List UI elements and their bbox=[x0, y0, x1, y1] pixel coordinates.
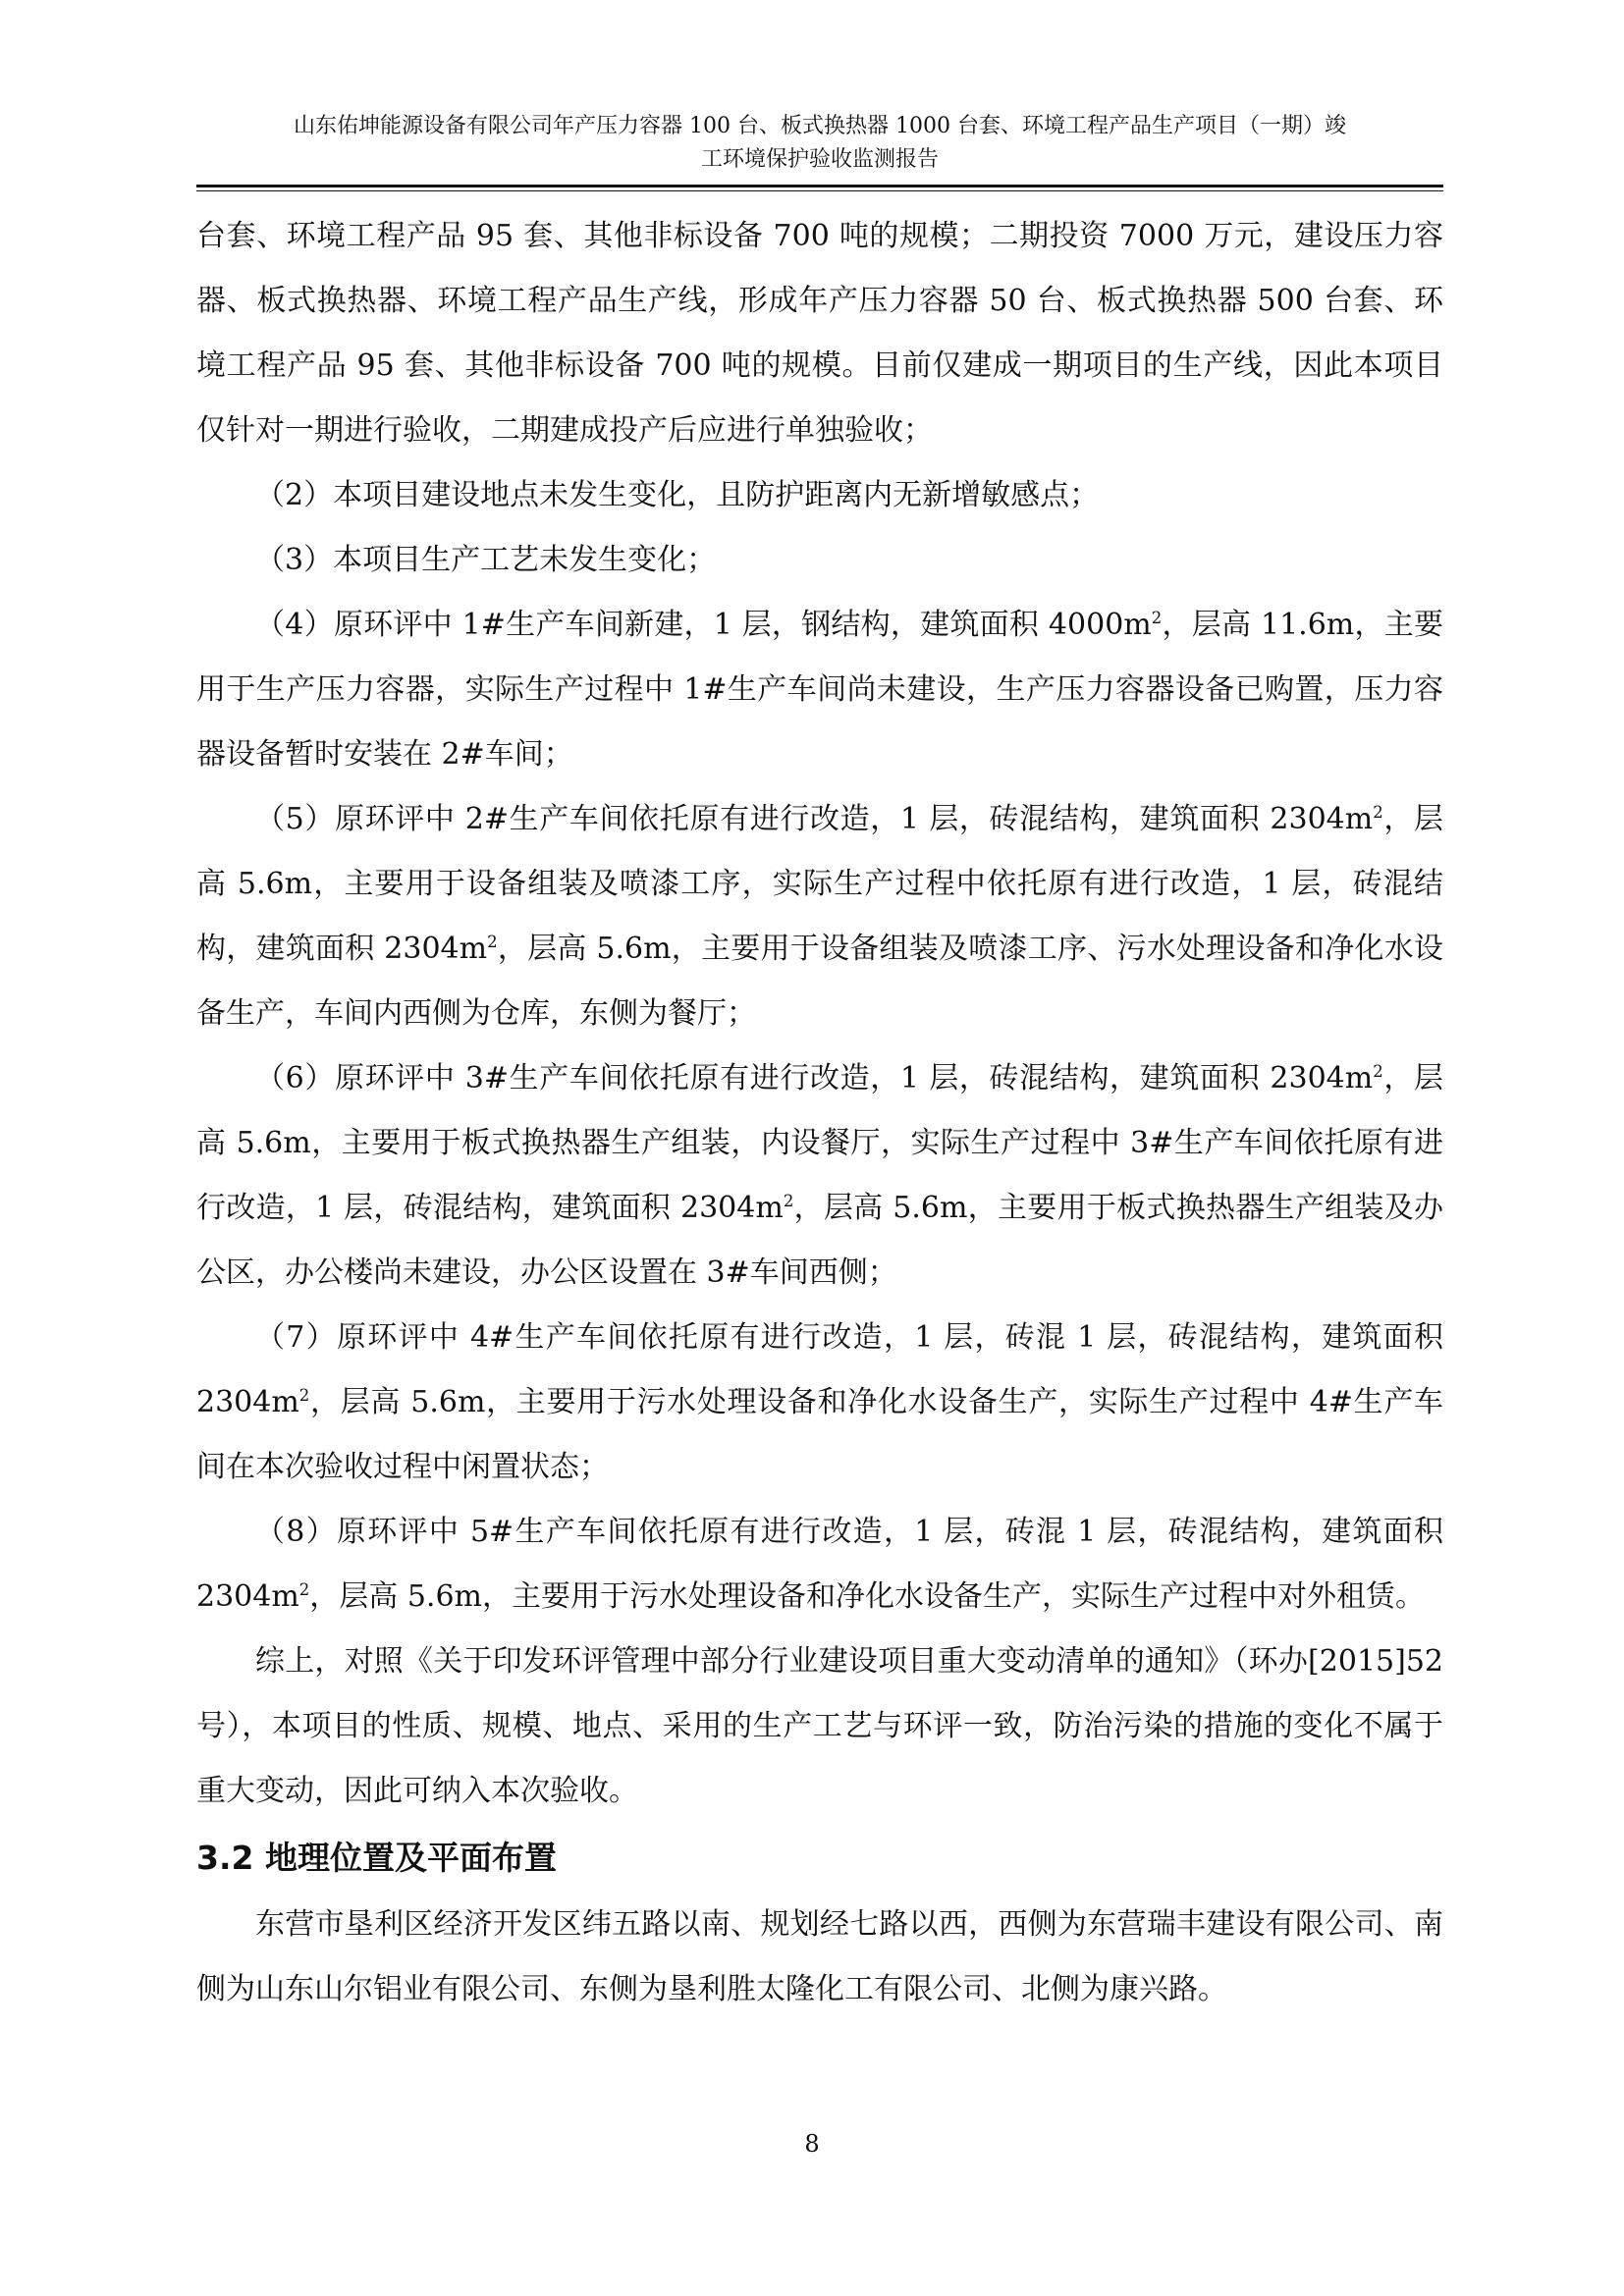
item-7-text-a: （7）原环评中 4#生产车间依托原有进行改造，1 层，砖混 1 层，砖混结构，建筑面积 2304m bbox=[196, 1320, 1443, 1419]
item-5-text-a: （5）原环评中 2#生产车间依托原有进行改造，1 层，砖混结构，建筑面积 2304m bbox=[255, 802, 1374, 836]
paragraph-item-2: （2）本项目建设地点未发生变化，且防护距离内无新增敏感点； bbox=[255, 478, 1100, 512]
item-7-text-b: ，层高 5.6m，主要用于污水处理设备和净化水设备生产，实际生产过程中 4#生产车间在本次验收过程中闲置状态； bbox=[196, 1385, 1443, 1484]
item-6-text-c: ，层高 5.6m，主要用于板式换热器生产组装及办公区，办公楼尚未建设，办公区设置在 3#车间西侧； bbox=[196, 1191, 1443, 1290]
header-rule-thin bbox=[196, 190, 1443, 191]
section-heading: 3.2 地理位置及平面布置 bbox=[196, 1839, 557, 1877]
item-5-text-c: ，层高 5.6m，主要用于设备组装及喷漆工序、污水处理设备和净化水设备生产，车间内西侧为仓库，东侧为餐厅； bbox=[196, 932, 1443, 1031]
page-number: 8 bbox=[804, 2130, 820, 2158]
item-8-text-a: （8）原环评中 5#生产车间依托原有进行改造，1 层，砖混 1 层，砖混结构，建筑面积 2304m bbox=[196, 1515, 1443, 1614]
item-4-text-b: ，层高 11.6m，主要用于生产压力容器，实际生产过程中 1#生产车间尚未建设，生产压力容器设备已购置，压力容器设备暂时安装在 2#车间； bbox=[196, 608, 1443, 772]
body-text bbox=[196, 204, 1443, 2022]
superscript-2: 2 bbox=[298, 1386, 310, 1405]
superscript-2: 2 bbox=[298, 1580, 310, 1599]
superscript-2: 2 bbox=[1151, 609, 1163, 627]
item-8-text-b: ，层高 5.6m，主要用于污水处理设备和净化水设备生产，实际生产过程中对外租赁。 bbox=[309, 1579, 1425, 1614]
superscript-2: 2 bbox=[1373, 1062, 1383, 1081]
paragraph-item-4 bbox=[196, 593, 1443, 787]
running-header bbox=[196, 110, 1443, 177]
item-4-text-a: （4）原环评中 1#生产车间新建，1 层，钢结构，建筑面积 4000m bbox=[255, 608, 1152, 642]
item-6-text-b: ，层高 5.6m，主要用于板式换热器生产组装，内设餐厅，实际生产过程中 3#生产车间依托原有进行改造，1 层，砖混结构，建筑面积 2304m bbox=[196, 1061, 1443, 1225]
paragraph-location: 东营市垦利区经济开发区纬五路以南、规划经七路以西，西侧为东营瑞丰建设有限公司、南侧为山东山尔铝业有限公司、东侧为垦利胜太隆化工有限公司、北侧为康兴路。 bbox=[196, 1907, 1443, 2006]
item-6-text-a: （6）原环评中 3#生产车间依托原有进行改造，1 层，砖混结构，建筑面积 2304m bbox=[255, 1061, 1374, 1095]
paragraph-item-7 bbox=[196, 1306, 1443, 1500]
paragraph-item-5 bbox=[196, 787, 1443, 1046]
paragraph-continuation: 台套、环境工程产品 95 套、其他非标设备 700 吨的规模；二期投资 7000 万元，建设压力容器、板式换热器、环境工程产品生产线，形成年产压力容器 50 台、板式换热器 500 台套、环境工程产品 95 套、其他非标设备 700 吨的规模。目前仅建成一期项目的生产线，因此本项目仅针对一期进行验收，二期建成投产后应进行单独验收； bbox=[196, 219, 1443, 448]
header-line-2: 工环境保护验收监测报告 bbox=[700, 147, 939, 172]
superscript-2: 2 bbox=[1373, 803, 1383, 822]
header-rule-thick bbox=[196, 185, 1443, 187]
paragraph-summary: 综上，对照《关于印发环评管理中部分行业建设项目重大变动清单的通知》（环办[2015]52 号），本项目的性质、规模、地点、采用的生产工艺与环评一致，防治污染的措施的变化不属于重大变动，因此可纳入本次验收。 bbox=[196, 1644, 1443, 1808]
paragraph-item-8 bbox=[196, 1500, 1443, 1629]
superscript-2: 2 bbox=[487, 933, 498, 951]
paragraph-item-3: （3）本项目生产工艺未发生变化； bbox=[255, 543, 717, 577]
superscript-2: 2 bbox=[783, 1192, 794, 1210]
paragraph-item-6 bbox=[196, 1046, 1443, 1306]
header-line-1: 山东佑坤能源设备有限公司年产压力容器 100 台、板式换热器 1000 台套、环境工程产品生产项目（一期）竣 bbox=[294, 114, 1346, 138]
item-5-text-b: ，层高 5.6m，主要用于设备组装及喷漆工序，实际生产过程中依托原有进行改造，1 层，砖混结构，建筑面积 2304m bbox=[196, 802, 1443, 966]
